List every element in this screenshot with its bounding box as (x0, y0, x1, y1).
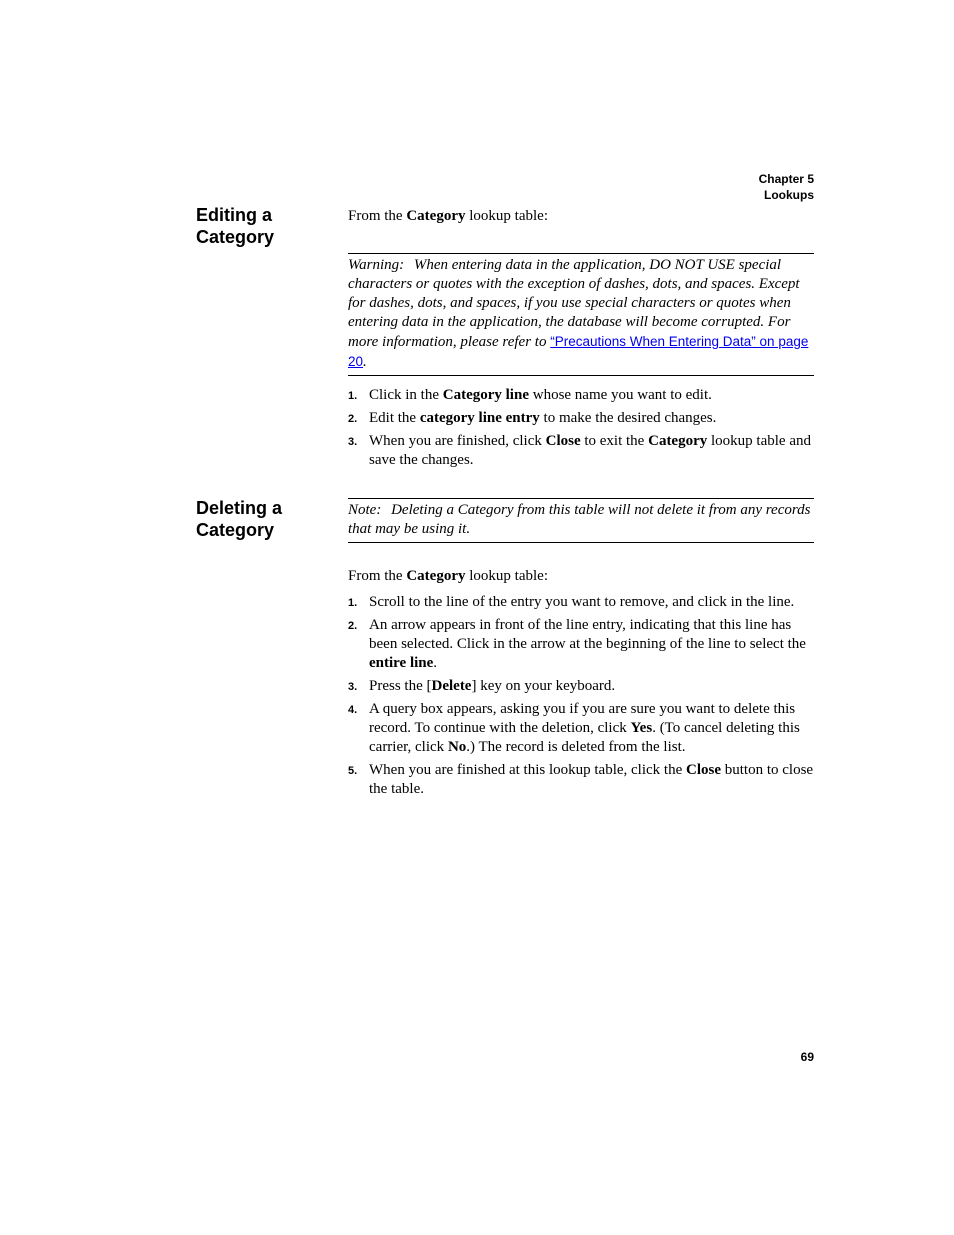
warning-end: . (363, 354, 367, 370)
warning-text: When entering data in the application, DO NOT USE special characters or quotes with the exception of dashes, dots, and spaces. Except for dashes, dots, and spaces, if you use special characters or quotes when entering data in the application, the database will become corrupted. For more information, please refer to (348, 257, 800, 350)
step-number: 5. (348, 765, 358, 777)
step-text: lookup table and save the changes. (369, 433, 811, 468)
editing-heading (196, 204, 326, 248)
running-header (759, 171, 814, 203)
step-text: Press the [ (369, 678, 432, 694)
note-lead: Note: (348, 502, 382, 518)
step-number: 2. (348, 413, 358, 425)
step-text: .) The record is deleted from the list. (466, 739, 686, 755)
list-item (348, 432, 814, 470)
step-emphasis: Category line (442, 387, 529, 403)
step-text: . (To cancel deleting this carrier, click (369, 720, 800, 755)
editing-heading-line2: Category (196, 227, 275, 247)
step-text: Click in the (369, 387, 443, 403)
editing-heading-line1: Editing a (196, 205, 272, 225)
warning-callout (348, 253, 814, 376)
deleting-heading (196, 497, 326, 541)
step-emphasis: Category (648, 433, 708, 449)
list-item (348, 761, 814, 799)
intro-prefix: From the (348, 208, 407, 224)
step-text: Scroll to the line of the entry you want to remove, and click in the line. (369, 594, 795, 610)
intro-prefix: From the (348, 568, 407, 584)
intro-suffix: lookup table: (465, 568, 548, 584)
step-text: . (433, 655, 438, 671)
list-item (348, 386, 814, 405)
list-item (348, 700, 814, 757)
editing-intro (348, 207, 814, 226)
step-text: A query box appears, asking you if you are sure you want to delete this record. To continue with the deletion, click (369, 701, 796, 736)
step-text: whose name you want to edit. (528, 387, 712, 403)
step-text: An arrow appears in front of the line entry, indicating that this line has been selected. Click in the arrow at the beginning of the line to select the (369, 617, 806, 652)
editing-steps (348, 386, 814, 470)
deleting-intro (348, 567, 814, 586)
step-emphasis: Yes (630, 720, 653, 736)
step-emphasis: category line entry (419, 410, 540, 426)
step-number: 1. (348, 597, 358, 609)
deleting-heading-line2: Category (196, 520, 275, 540)
step-number: 3. (348, 436, 358, 448)
step-text: to exit the (580, 433, 649, 449)
deleting-heading-line1: Deleting a (196, 498, 283, 518)
step-text: Edit the (369, 410, 420, 426)
intro-bold: Category (406, 208, 466, 224)
step-emphasis: Close (545, 433, 581, 449)
list-item (348, 677, 814, 696)
step-number: 4. (348, 704, 358, 716)
intro-suffix: lookup table: (465, 208, 548, 224)
list-item (348, 593, 814, 612)
step-emphasis: No (447, 739, 467, 755)
chapter-label: Chapter 5 (758, 172, 814, 186)
step-emphasis: Close (686, 762, 721, 778)
intro-bold: Category (406, 568, 466, 584)
step-text: ] key on your keyboard. (471, 678, 616, 694)
deleting-steps (348, 593, 814, 799)
step-text: When you are finished, click (369, 433, 546, 449)
step-number: 2. (348, 620, 358, 632)
step-text: When you are finished at this lookup table, click the (369, 762, 686, 778)
page-number: 69 (800, 1050, 814, 1064)
note-callout (348, 498, 814, 543)
warning-lead: Warning: (348, 257, 405, 273)
step-number: 1. (348, 390, 358, 402)
note-text: Deleting a Category from this table will not delete it from any records that may be using it. (348, 502, 811, 537)
step-emphasis: entire line (369, 655, 434, 671)
step-emphasis: Delete (431, 678, 472, 694)
list-item (348, 616, 814, 673)
step-text: button to close the table. (369, 762, 814, 797)
list-item (348, 409, 814, 428)
step-number: 3. (348, 681, 358, 693)
step-text: to make the desired changes. (539, 410, 717, 426)
chapter-title: Lookups (764, 188, 814, 202)
precautions-link[interactable]: “Precautions When Entering Data” on page 20 (348, 334, 809, 369)
